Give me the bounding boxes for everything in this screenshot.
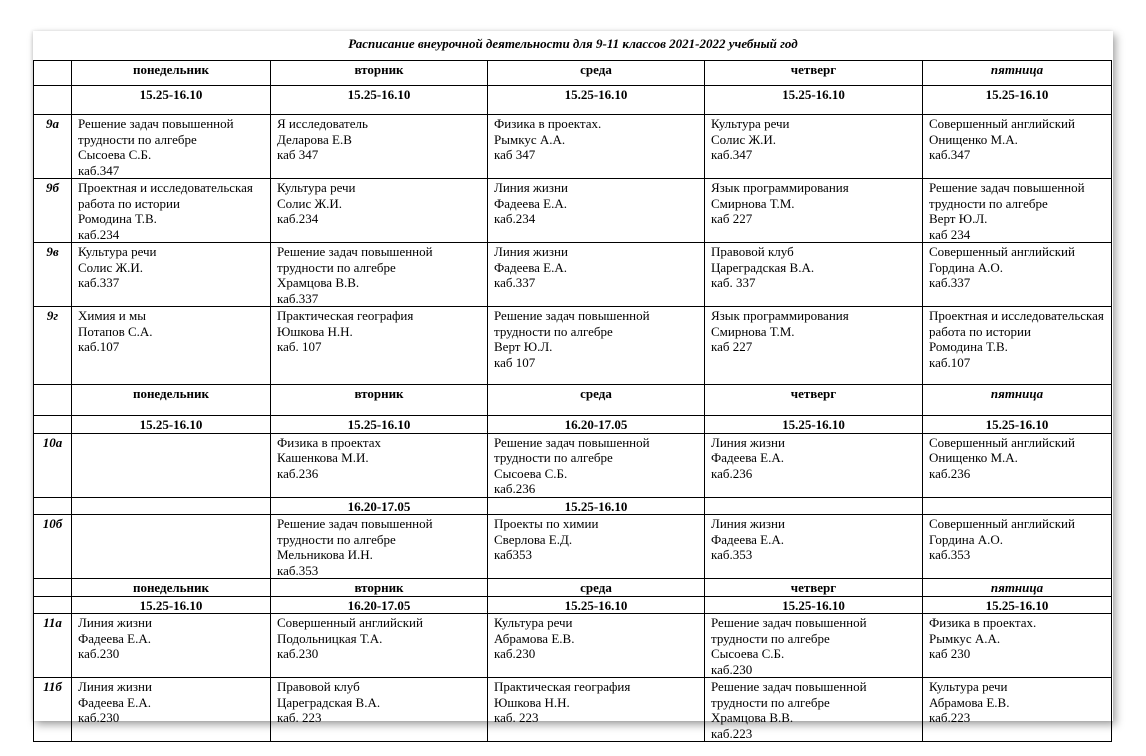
class-label: 9г xyxy=(34,307,72,385)
day-header: понедельник xyxy=(72,61,271,86)
activity-cell: Культура речи Солис Ж.И. каб.337 xyxy=(72,243,271,307)
time-slot: 15.25-16.10 xyxy=(705,596,923,614)
time-slot: 15.25-16.10 xyxy=(488,86,705,115)
activity-cell: Культура речи Солис Ж.И. каб.347 xyxy=(705,115,923,179)
activity-cell: Линия жизни Фадеева Е.А. каб.230 xyxy=(72,678,271,742)
document-title: Расписание внеурочной деятельности для 9-11 классов 2021-2022 учебный год xyxy=(348,36,798,51)
day-header: пятница xyxy=(923,61,1112,86)
activity-cell: Язык программирования Смирнова Т.М. каб 227 xyxy=(705,179,923,243)
day-header: четверг xyxy=(705,579,923,597)
time-slot: 15.25-16.10 xyxy=(923,596,1112,614)
day-header-row xyxy=(34,579,1112,597)
class-row xyxy=(34,243,1112,307)
class-row xyxy=(34,433,1112,497)
time-slot: 15.25-16.10 xyxy=(488,497,705,515)
activity-cell: Совершенный английский Гордина А.О. каб.353 xyxy=(923,515,1112,579)
activity-cell: Решение задач повышенной трудности по алгебре Сысоева С.Б. каб.230 xyxy=(705,614,923,678)
activity-cell: Физика в проектах. Рымкус А.А. каб 230 xyxy=(923,614,1112,678)
activity-cell: Решение задач повышенной трудности по алгебре Храмцова В.В. каб.223 xyxy=(705,678,923,742)
time-slot: 15.25-16.10 xyxy=(923,86,1112,115)
class-label: 9в xyxy=(34,243,72,307)
class-row xyxy=(34,115,1112,179)
class-row xyxy=(34,307,1112,385)
time-slot: 15.25-16.10 xyxy=(271,416,488,434)
class-label: 11а xyxy=(34,614,72,678)
activity-cell xyxy=(72,515,271,579)
day-header: среда xyxy=(488,579,705,597)
time-slot xyxy=(72,497,271,515)
time-slot: 15.25-16.10 xyxy=(705,416,923,434)
class-label: 9б xyxy=(34,179,72,243)
schedule-sheet xyxy=(33,31,1113,741)
activity-cell: Физика в проектах. Рымкус А.А. каб 347 xyxy=(488,115,705,179)
class-label: 9а xyxy=(34,115,72,179)
day-header-row xyxy=(34,61,1112,86)
activity-cell: Проекты по химии Сверлова Е.Д. каб353 xyxy=(488,515,705,579)
activity-cell: Решение задач повышенной трудности по алгебре Мельникова И.Н. каб.353 xyxy=(271,515,488,579)
activity-cell: Проектная и исследовательская работа по истории Ромодина Т.В. каб.234 xyxy=(72,179,271,243)
time-slot: 16.20-17.05 xyxy=(271,497,488,515)
activity-cell: Решение задач повышенной трудности по алгебре Верт Ю.Л. каб 107 xyxy=(488,307,705,385)
corner-cell xyxy=(34,61,72,86)
activity-cell: Правовой клуб Цареградская В.А. каб. 223 xyxy=(271,678,488,742)
class-row xyxy=(34,515,1112,579)
day-header: среда xyxy=(488,61,705,86)
time-slot: 16.20-17.05 xyxy=(488,416,705,434)
day-header: четверг xyxy=(705,385,923,416)
activity-cell: Практическая география Юшкова Н.Н. каб. 107 xyxy=(271,307,488,385)
activity-cell: Решение задач повышенной трудности по алгебре Храмцова В.В. каб.337 xyxy=(271,243,488,307)
day-header-row xyxy=(34,385,1112,416)
time-slot: 15.25-16.10 xyxy=(72,86,271,115)
time-slot: 15.25-16.10 xyxy=(72,416,271,434)
activity-cell: Практическая география Юшкова Н.Н. каб. 223 xyxy=(488,678,705,742)
day-header: вторник xyxy=(271,61,488,86)
activity-cell: Химия и мы Потапов С.А. каб.107 xyxy=(72,307,271,385)
day-header: вторник xyxy=(271,385,488,416)
time-slot: 15.25-16.10 xyxy=(488,596,705,614)
activity-cell: Физика в проектах Кашенкова М.И. каб.236 xyxy=(271,433,488,497)
activity-cell: Я исследователь Деларова Е.В каб 347 xyxy=(271,115,488,179)
time-slot: 16.20-17.05 xyxy=(271,596,488,614)
activity-cell: Совершенный английский Гордина А.О. каб.337 xyxy=(923,243,1112,307)
class-row xyxy=(34,614,1112,678)
class-row xyxy=(34,678,1112,742)
day-header: пятница xyxy=(923,385,1112,416)
activity-cell: Линия жизни Фадеева Е.А. каб.337 xyxy=(488,243,705,307)
activity-cell: Язык программирования Смирнова Т.М. каб 227 xyxy=(705,307,923,385)
activity-cell: Правовой клуб Цареградская В.А. каб. 337 xyxy=(705,243,923,307)
activity-cell: Совершенный английский Онищенко М.А. каб.347 xyxy=(923,115,1112,179)
activity-cell xyxy=(72,433,271,497)
time-slot: 15.25-16.10 xyxy=(705,86,923,115)
activity-cell: Линия жизни Фадеева Е.А. каб.236 xyxy=(705,433,923,497)
class-label: 11б xyxy=(34,678,72,742)
time-slot-row xyxy=(34,497,1112,515)
activity-cell: Линия жизни Фадеева Е.А. каб.353 xyxy=(705,515,923,579)
activity-cell: Решение задач повышенной трудности по алгебре Сысоева С.Б. каб.347 xyxy=(72,115,271,179)
time-slot xyxy=(923,497,1112,515)
schedule-table xyxy=(33,60,1112,742)
activity-cell: Линия жизни Фадеева Е.А. каб.230 xyxy=(72,614,271,678)
activity-cell: Культура речи Абрамова Е.В. каб.223 xyxy=(923,678,1112,742)
time-slot-row xyxy=(34,596,1112,614)
activity-cell: Решение задач повышенной трудности по алгебре Сысоева С.Б. каб.236 xyxy=(488,433,705,497)
time-slot: 15.25-16.10 xyxy=(271,86,488,115)
activity-cell: Совершенный английский Онищенко М.А. каб.236 xyxy=(923,433,1112,497)
class-label: 10а xyxy=(34,433,72,497)
day-header: вторник xyxy=(271,579,488,597)
day-header: среда xyxy=(488,385,705,416)
class-row xyxy=(34,179,1112,243)
activity-cell: Совершенный английский Подольницкая Т.А. каб.230 xyxy=(271,614,488,678)
day-header: четверг xyxy=(705,61,923,86)
time-slot-row xyxy=(34,416,1112,434)
time-slot: 15.25-16.10 xyxy=(923,416,1112,434)
activity-cell: Культура речи Солис Ж.И. каб.234 xyxy=(271,179,488,243)
activity-cell: Культура речи Абрамова Е.В. каб.230 xyxy=(488,614,705,678)
class-label: 10б xyxy=(34,515,72,579)
activity-cell: Решение задач повышенной трудности по алгебре Верт Ю.Л. каб 234 xyxy=(923,179,1112,243)
activity-cell: Линия жизни Фадеева Е.А. каб.234 xyxy=(488,179,705,243)
day-header: понедельник xyxy=(72,579,271,597)
day-header: понедельник xyxy=(72,385,271,416)
time-slot-row xyxy=(34,86,1112,115)
day-header: пятница xyxy=(923,579,1112,597)
time-slot: 15.25-16.10 xyxy=(72,596,271,614)
activity-cell: Проектная и исследовательская работа по истории Ромодина Т.В. каб.107 xyxy=(923,307,1112,385)
time-slot xyxy=(705,497,923,515)
